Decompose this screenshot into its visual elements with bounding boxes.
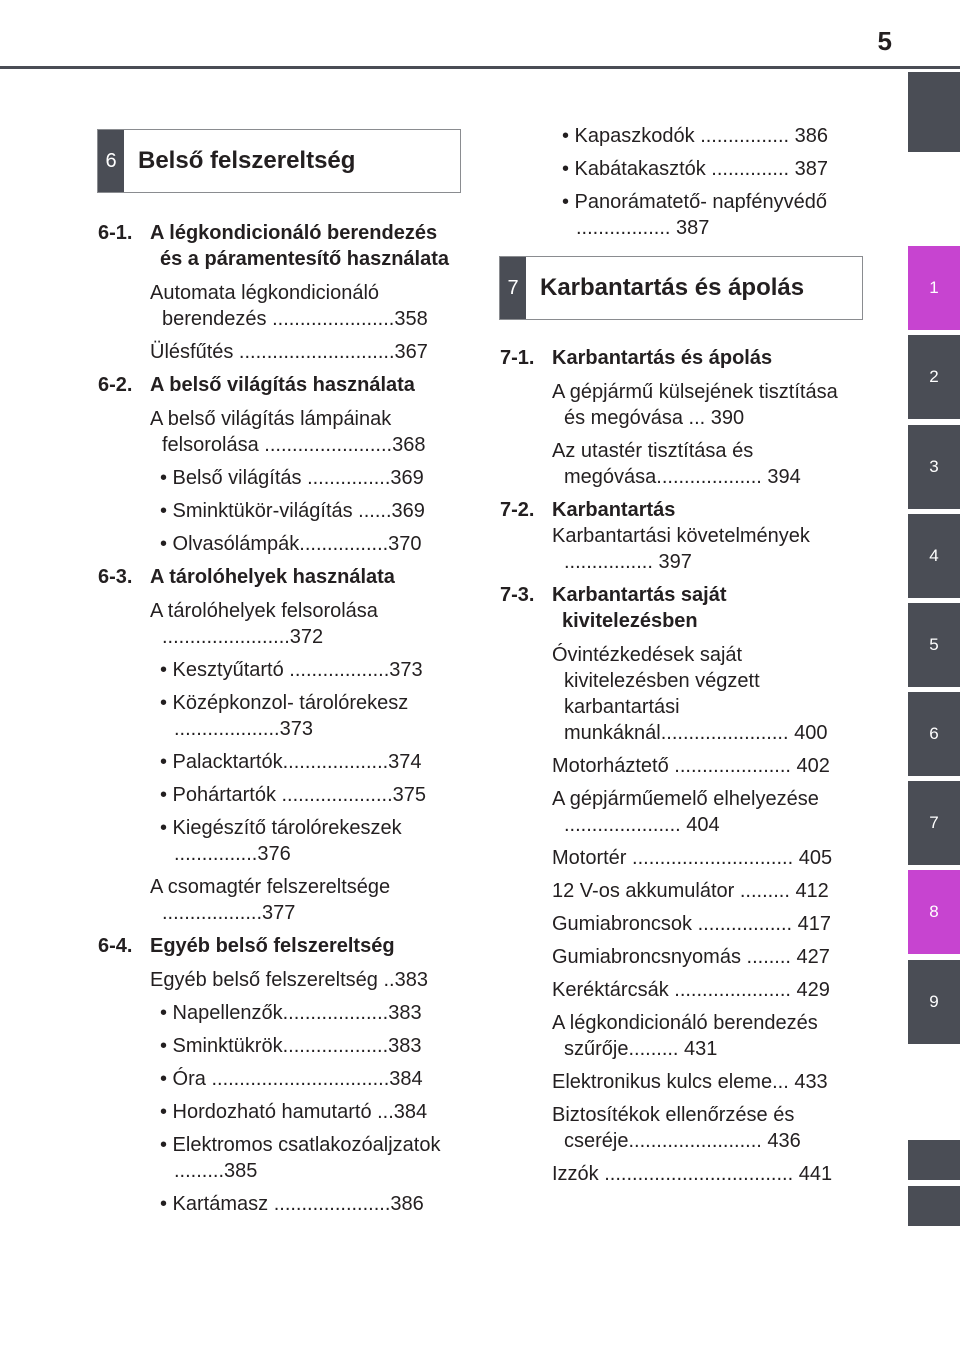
toc-heading-7-1[interactable]: 7-1. Karbantartás és ápolás bbox=[500, 347, 773, 369]
section-7-number: 7 bbox=[500, 257, 526, 319]
toc-heading-6-3[interactable]: 6-3. A tárolóhelyek használata bbox=[98, 566, 395, 588]
side-tab-3[interactable]: 3 bbox=[908, 425, 960, 509]
top-rule bbox=[0, 66, 960, 69]
toc-subentry[interactable]: • Panorámatető- napfényvédő ................. 387 bbox=[562, 191, 827, 239]
side-tab-blank-a[interactable] bbox=[908, 1140, 960, 1180]
toc-entry[interactable]: A légkondicionáló berendezés szűrője......... 431 bbox=[552, 1012, 818, 1060]
section-7-header bbox=[499, 256, 863, 320]
toc-subentry[interactable]: • Olvasólámpák................370 bbox=[160, 533, 422, 555]
side-tab-2[interactable]: 2 bbox=[908, 335, 960, 419]
toc-entry[interactable]: Biztosítékok ellenőrzése és cseréje........................ 436 bbox=[552, 1104, 801, 1152]
toc-subentry[interactable]: • Palacktartók...................374 bbox=[160, 751, 422, 773]
toc-column-2-top bbox=[500, 123, 860, 248]
toc-entry[interactable]: Izzók .................................. 441 bbox=[552, 1163, 833, 1185]
section-6-number: 6 bbox=[98, 130, 124, 192]
toc-heading-6-4[interactable]: 6-4. Egyéb belső felszereltség bbox=[98, 935, 395, 957]
toc-entry[interactable]: Motorháztető ..................... 402 bbox=[552, 755, 830, 777]
toc-entry[interactable]: Gumiabroncsok ................. 417 bbox=[552, 913, 832, 935]
page-number: 5 bbox=[877, 26, 892, 56]
toc-entry[interactable]: Gumiabroncsnyomás ........ 427 bbox=[552, 946, 830, 968]
side-tab-blank-top[interactable] bbox=[908, 72, 960, 152]
toc-entry[interactable]: Karbantartási követelmények ................ 397 bbox=[552, 525, 810, 573]
side-tab-6[interactable]: 6 bbox=[908, 692, 960, 776]
toc-entry[interactable]: A gépjármű külsejének tisztítása és megóvása ... 390 bbox=[552, 381, 838, 429]
toc-entry[interactable]: Keréktárcsák ..................... 429 bbox=[552, 979, 830, 1001]
toc-heading-7-2[interactable]: 7-2. Karbantartás bbox=[500, 499, 676, 521]
toc-subentry[interactable]: • Kartámasz .....................386 bbox=[160, 1193, 424, 1215]
toc-entry[interactable]: Elektronikus kulcs eleme... 433 bbox=[552, 1071, 828, 1093]
toc-subentry[interactable]: • Középkonzol- tárolórekesz ...................373 bbox=[160, 692, 409, 740]
section-6-header bbox=[97, 129, 461, 193]
toc-entry[interactable]: A belső világítás lámpáinak felsorolása .......................368 bbox=[150, 408, 426, 456]
toc-entry[interactable]: Motortér ............................. 405 bbox=[552, 847, 833, 869]
section-7-title: Karbantartás és ápolás bbox=[540, 274, 805, 301]
toc-column-1 bbox=[98, 220, 460, 1224]
toc-subentry[interactable]: • Sminktükrök...................383 bbox=[160, 1035, 422, 1057]
toc-subentry[interactable]: • Kiegészítő tárolórekeszek ...............376 bbox=[160, 817, 402, 865]
toc-heading-7-3[interactable]: 7-3. Karbantartás saját kivitelezésben bbox=[500, 584, 727, 632]
toc-subentry[interactable]: • Elektromos csatlakozóaljzatok .........385 bbox=[160, 1134, 441, 1182]
toc-subentry[interactable]: • Pohártartók ....................375 bbox=[160, 784, 427, 806]
side-tab-1[interactable]: 1 bbox=[908, 246, 960, 330]
toc-entry[interactable]: Egyéb belső felszereltség ..383 bbox=[150, 969, 428, 991]
side-tab-4[interactable]: 4 bbox=[908, 514, 960, 598]
side-tab-9[interactable]: 9 bbox=[908, 960, 960, 1044]
side-tab-7[interactable]: 7 bbox=[908, 781, 960, 865]
toc-subentry[interactable]: • Napellenzők...................383 bbox=[160, 1002, 422, 1024]
toc-subentry[interactable]: • Hordozható hamutartó ...384 bbox=[160, 1101, 428, 1123]
toc-subentry[interactable]: • Kapaszkodók ................ 386 bbox=[562, 125, 829, 147]
side-tab-blank-b[interactable] bbox=[908, 1186, 960, 1226]
toc-subentry[interactable]: • Sminktükör-világítás ......369 bbox=[160, 500, 425, 522]
toc-entry[interactable]: A gépjárműemelő elhelyezése ..................... 404 bbox=[552, 788, 819, 836]
side-tab-8[interactable]: 8 bbox=[908, 870, 960, 954]
toc-heading-6-1[interactable]: 6-1. A légkondicionáló berendezés és a páramentesítő használata bbox=[98, 222, 450, 270]
toc-subentry[interactable]: • Óra ................................384 bbox=[160, 1068, 423, 1090]
toc-entry[interactable]: Az utastér tisztítása és megóvása................... 394 bbox=[552, 440, 801, 488]
toc-entry[interactable]: A csomagtér felszereltsége ..................377 bbox=[150, 876, 391, 924]
toc-entry[interactable]: A tárolóhelyek felsorolása .......................372 bbox=[150, 600, 378, 648]
toc-entry[interactable]: 12 V-os akkumulátor ......... 412 bbox=[552, 880, 829, 902]
toc-subentry[interactable]: • Kesztyűtartó ..................373 bbox=[160, 659, 423, 681]
section-6-title: Belső felszereltség bbox=[138, 147, 356, 174]
toc-entry[interactable]: Automata légkondicionáló berendezés ......................358 bbox=[150, 282, 428, 330]
toc-heading-6-2[interactable]: 6-2. A belső világítás használata bbox=[98, 374, 415, 396]
side-tab-5[interactable]: 5 bbox=[908, 603, 960, 687]
toc-entry[interactable]: Óvintézkedések saját kivitelezésben végzett karbantartási munkáknál....................... 400 bbox=[552, 644, 828, 744]
toc-subentry[interactable]: • Belső világítás ...............369 bbox=[160, 467, 424, 489]
toc-column-2 bbox=[500, 345, 860, 1194]
toc-entry[interactable]: Ülésfűtés ............................367 bbox=[150, 341, 428, 363]
toc-subentry[interactable]: • Kabátakasztók .............. 387 bbox=[562, 158, 829, 180]
